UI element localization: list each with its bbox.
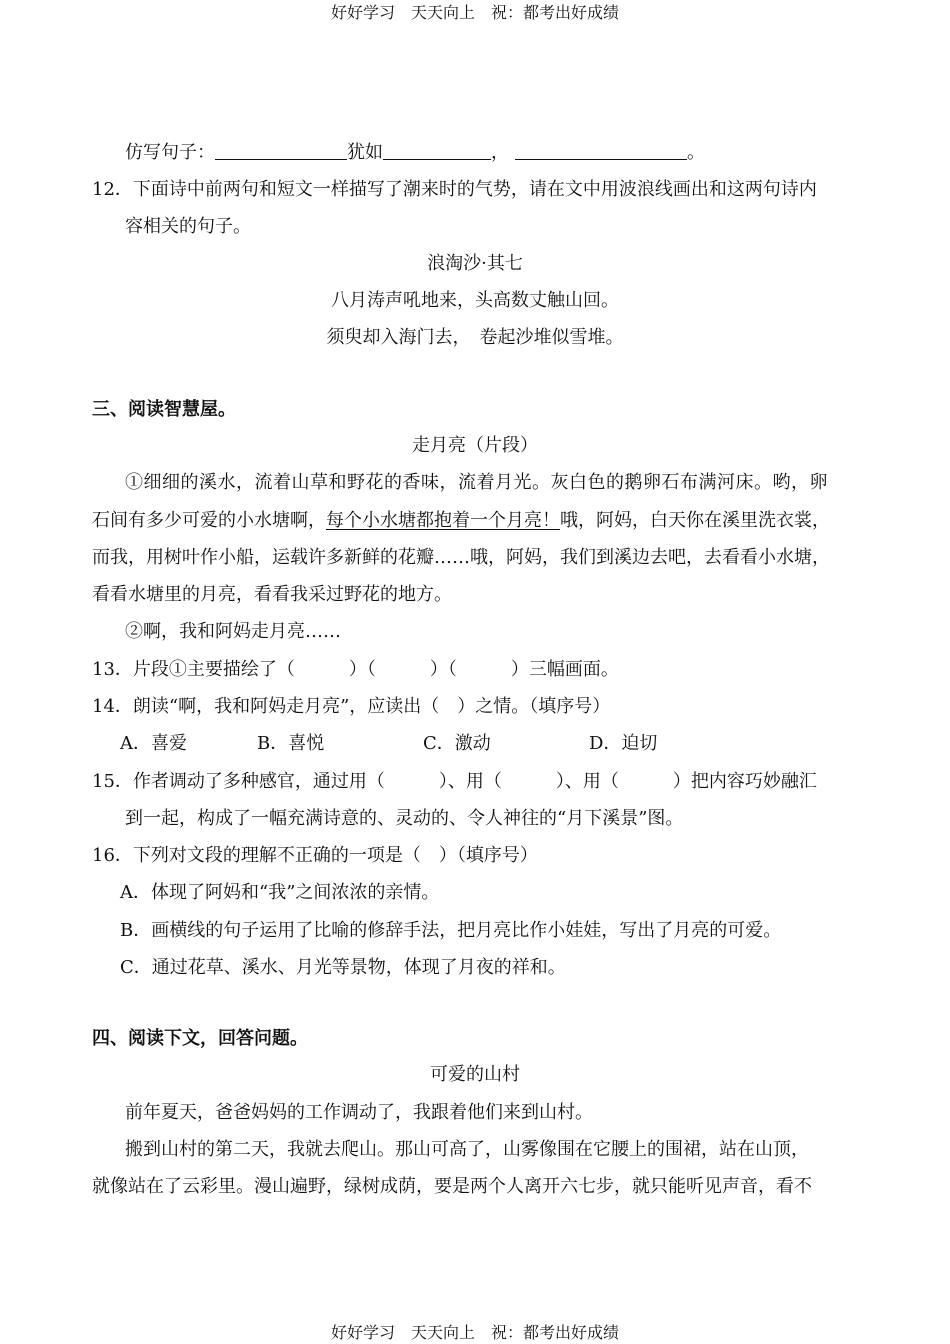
imitation-label: 仿写句子：	[125, 142, 215, 163]
q14-option-c: C．激动	[423, 733, 491, 754]
q16-option-c: C．通过花草、溪水、月光等景物，体现了月夜的祥和。	[120, 957, 566, 978]
section-3-heading: 三、阅读智慧屋。	[92, 399, 236, 420]
question-13: 13．片段①主要描绘了（ ）（ ）（ ）三幅画面。	[92, 659, 619, 680]
question-16: 16．下列对文段的理解不正确的一项是（ ）（填序号）	[92, 845, 538, 866]
imitation-blank-2[interactable]	[383, 141, 491, 160]
passage-1-line-4: 看看水塘里的月亮，看看我采过野花的地方。	[92, 584, 452, 605]
passage-1-paragraph-2: ②啊，我和阿妈走月亮……	[125, 621, 341, 642]
q16-option-b: B．画横线的句子运用了比喻的修辞手法，把月亮比作小娃娃，写出了月亮的可爱。	[120, 920, 782, 941]
page-header: 好好学习 天天向上 祝：都考出好成绩	[330, 3, 619, 22]
imitation-comma: ，	[491, 142, 509, 163]
poem-line-2: 须臾却入海门去， 卷起沙堆似雪堆。	[326, 327, 624, 348]
passage-2-paragraph-2-line-2: 就像站在了云彩里。漫山遍野，绿树成荫，要是两个人离开六七步，就只能听见声音，看不	[92, 1176, 812, 1197]
section-4-heading: 四、阅读下文，回答问题。	[92, 1028, 308, 1049]
imitation-blank-3[interactable]	[515, 141, 687, 160]
question-15-line-1: 15．作者调动了多种感官，通过用（ ）、用（ ）、用（ ）把内容巧妙融汇	[92, 771, 817, 792]
q16-option-a: A．体现了阿妈和“我”之间浓浓的亲情。	[120, 882, 440, 903]
poem-line-1: 八月涛声吼地来，头高数丈触山回。	[331, 290, 619, 311]
imitation-blank-1[interactable]	[215, 141, 347, 160]
poem-title: 浪淘沙·其七	[427, 253, 523, 274]
underlined-sentence: 每个小水塘都抱着一个月亮！	[326, 510, 560, 531]
question-12-line-1: 12．下面诗中前两句和短文一样描写了潮来时的气势，请在文中用波浪线画出和这两句诗内	[92, 179, 817, 200]
passage-2-paragraph-2-line-1: 搬到山村的第二天，我就去爬山。那山可高了，山雾像围在它腰上的围裙，站在山顶，	[125, 1139, 809, 1160]
passage-1-line-1: ①细细的溪水，流着山草和野花的香味，流着月光。灰白色的鹅卵石布满河床。哟，卵	[125, 472, 828, 493]
passage-1-line-2-a: 石间有多少可爱的小水塘啊，	[92, 510, 326, 531]
passage-1-line-2-b: 哦，阿妈，白天你在溪里洗衣裳，	[560, 510, 830, 531]
q14-option-a: A．喜爱	[120, 733, 187, 754]
imitation-mid: 犹如	[347, 142, 383, 163]
passage-2-paragraph-1: 前年夏天，爸爸妈妈的工作调动了，我跟着他们来到山村。	[125, 1102, 593, 1123]
imitation-end: 。	[687, 142, 705, 163]
passage-1-line-2	[92, 506, 830, 532]
q14-option-b: B．喜悦	[257, 733, 325, 754]
question-15-line-2: 到一起，构成了一幅充满诗意的、灵动的、令人神往的“月下溪景”图。	[125, 808, 684, 829]
question-12-line-2: 容相关的句子。	[125, 216, 251, 237]
question-14: 14．朗读“啊，我和阿妈走月亮”，应读出（ ）之情。（填序号）	[92, 696, 611, 717]
q14-option-d: D．迫切	[589, 733, 658, 754]
passage-1-title: 走月亮（片段）	[412, 435, 538, 456]
passage-1-line-3: 而我，用树叶作小船，运载许多新鲜的花瓣……哦，阿妈，我们到溪边去吧，去看看小水塘，	[92, 547, 830, 568]
imitation-sentence-line	[125, 138, 705, 164]
page-footer: 好好学习 天天向上 祝：都考出好成绩	[330, 1323, 619, 1342]
passage-2-title: 可爱的山村	[430, 1064, 520, 1085]
